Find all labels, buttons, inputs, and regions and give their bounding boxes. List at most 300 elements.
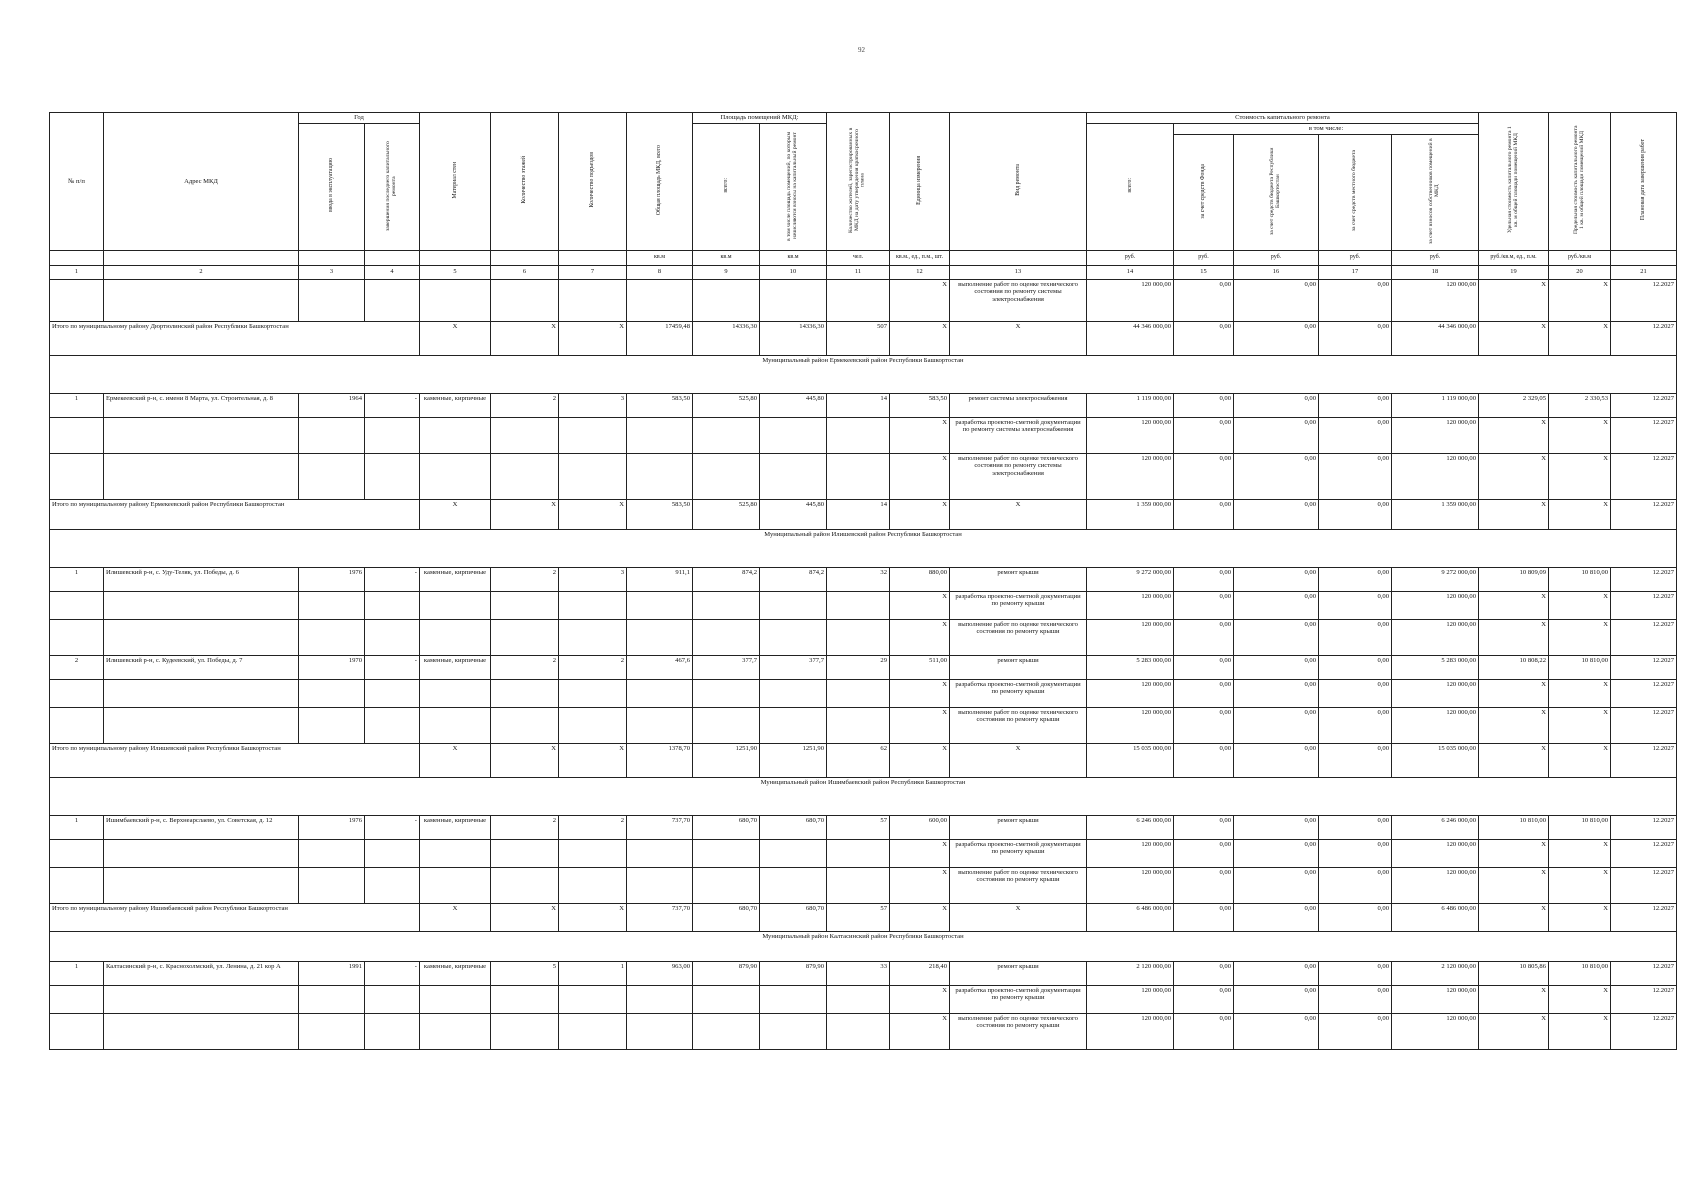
cell-c-local: 0,00	[1319, 279, 1392, 321]
hdr-limit-cost: Предельная стоимость капитального ремонта 1 кв. м общей площади помещений МКД	[1549, 113, 1611, 251]
cell-l-cost: X	[1549, 903, 1611, 931]
cell-c-fund: 0,00	[1174, 839, 1234, 867]
cell-date: 12.2027	[1611, 839, 1677, 867]
cell-res	[827, 619, 890, 655]
cell-c-total: 120 000,00	[1087, 707, 1174, 743]
cell-date: 12.2027	[1611, 393, 1677, 417]
cell-date: 12.2027	[1611, 1013, 1677, 1049]
cell-year2: -	[365, 655, 420, 679]
cell-c-total: 120 000,00	[1087, 867, 1174, 903]
cell-year2: -	[365, 815, 420, 839]
cell-unit: X	[890, 839, 950, 867]
cell-area: 583,50	[627, 393, 693, 417]
cell-floors: X	[491, 321, 559, 355]
cell-unit: X	[890, 321, 950, 355]
cell-c-fund: 0,00	[1174, 321, 1234, 355]
cell-prem: 377,7	[693, 655, 760, 679]
hdr-premises-total: всего:	[693, 124, 760, 251]
cell-unit: 511,00	[890, 655, 950, 679]
cell-c-fund: 0,00	[1174, 707, 1234, 743]
unit-cell	[1611, 250, 1677, 265]
cell-date: 12.2027	[1611, 279, 1677, 321]
cell-c-rb: 0,00	[1234, 679, 1319, 707]
cell-prem-own	[760, 279, 827, 321]
cell-date: 12.2027	[1611, 591, 1677, 619]
cell-c-total: 1 119 000,00	[1087, 393, 1174, 417]
table-row	[50, 985, 1677, 1013]
cell-c-local: 0,00	[1319, 655, 1392, 679]
cell-area: 583,50	[627, 499, 693, 529]
cell-year2	[365, 1013, 420, 1049]
cell-wall: каменные, кирпичные	[420, 393, 491, 417]
cell-date: 12.2027	[1611, 321, 1677, 355]
table-row	[50, 867, 1677, 903]
cell-c-own: 120 000,00	[1392, 591, 1479, 619]
cell-work: ремонт крыши	[950, 815, 1087, 839]
cell-area	[627, 707, 693, 743]
cell-l-cost: 10 810,00	[1549, 655, 1611, 679]
unit-cell: руб.	[1392, 250, 1479, 265]
cell-prem-own	[760, 417, 827, 453]
cell-entr: 2	[559, 815, 627, 839]
cell-address	[104, 619, 299, 655]
cell-entr	[559, 453, 627, 499]
cell-l-cost: X	[1549, 619, 1611, 655]
cell-c-total: 120 000,00	[1087, 417, 1174, 453]
cell-area	[627, 679, 693, 707]
cell-work: X	[950, 321, 1087, 355]
unit-cell: руб.	[1087, 250, 1174, 265]
unit-cell: кв.м	[693, 250, 760, 265]
cell-entr: X	[559, 321, 627, 355]
cell-res	[827, 453, 890, 499]
cell-floors	[491, 867, 559, 903]
cell-c-own: 2 120 000,00	[1392, 961, 1479, 985]
page-number: 92	[858, 46, 865, 54]
hdr-cost-rb: за счет средств бюджета Республики Башкортостан	[1234, 135, 1319, 251]
table-row	[50, 707, 1677, 743]
unit-cell	[950, 250, 1087, 265]
cell-prem	[693, 453, 760, 499]
cell-area: 737,70	[627, 815, 693, 839]
cell-floors	[491, 707, 559, 743]
cell-date: 12.2027	[1611, 743, 1677, 777]
cell-c-local: 0,00	[1319, 743, 1392, 777]
unit-cell	[491, 250, 559, 265]
cell-c-rb: 0,00	[1234, 453, 1319, 499]
cell-res	[827, 867, 890, 903]
cell-prem: 680,70	[693, 903, 760, 931]
cell-c-local: 0,00	[1319, 867, 1392, 903]
table-row	[50, 961, 1677, 985]
cell-address	[104, 707, 299, 743]
cell-address	[104, 1013, 299, 1049]
cell-floors	[491, 839, 559, 867]
table-row	[50, 815, 1677, 839]
total-label: Итого по муниципальному району Илишевский район Республики Башкортостан	[50, 743, 420, 777]
table-row	[50, 393, 1677, 417]
cell-c-own: 1 359 000,00	[1392, 499, 1479, 529]
cell-no	[50, 867, 104, 903]
cell-year1	[299, 985, 365, 1013]
cell-prem	[693, 417, 760, 453]
cell-work: ремонт системы электроснабжения	[950, 393, 1087, 417]
cell-year2	[365, 985, 420, 1013]
cell-c-local: 0,00	[1319, 321, 1392, 355]
hdr-address: Адрес МКД	[104, 113, 299, 251]
unit-cell: кв.м	[760, 250, 827, 265]
cell-address	[104, 867, 299, 903]
cell-work: выполнение работ по оценке технического состояния по ремонту крыши	[950, 867, 1087, 903]
cell-year2	[365, 453, 420, 499]
cell-wall	[420, 985, 491, 1013]
cell-prem	[693, 1013, 760, 1049]
cell-wall	[420, 707, 491, 743]
cell-floors: 2	[491, 567, 559, 591]
cell-wall	[420, 867, 491, 903]
cell-res	[827, 417, 890, 453]
table-row	[50, 453, 1677, 499]
hdr-unit: Единица измерения	[890, 113, 950, 251]
hdr-cost-local: за счет средств местного бюджета	[1319, 135, 1392, 251]
cell-year2	[365, 417, 420, 453]
cell-address	[104, 985, 299, 1013]
column-number: 7	[559, 265, 627, 279]
cell-c-own: 120 000,00	[1392, 453, 1479, 499]
cell-res	[827, 707, 890, 743]
cell-l-cost: 10 810,00	[1549, 567, 1611, 591]
cell-prem-own: 445,80	[760, 499, 827, 529]
cell-prem-own	[760, 839, 827, 867]
cell-date: 12.2027	[1611, 961, 1677, 985]
cell-c-total: 2 120 000,00	[1087, 961, 1174, 985]
cell-date: 12.2027	[1611, 453, 1677, 499]
cell-prem-own: 14336,30	[760, 321, 827, 355]
cell-no: 1	[50, 567, 104, 591]
cell-floors	[491, 1013, 559, 1049]
cell-year2: -	[365, 961, 420, 985]
cell-floors	[491, 619, 559, 655]
cell-floors: X	[491, 743, 559, 777]
cell-entr: X	[559, 743, 627, 777]
cell-c-rb: 0,00	[1234, 1013, 1319, 1049]
unit-cell: руб.	[1319, 250, 1392, 265]
unit-cell: кв.м., ед., п.м., шт.	[890, 250, 950, 265]
cell-c-total: 120 000,00	[1087, 619, 1174, 655]
total-label: Итого по муниципальному району Ишимбаевский район Республики Башкортостан	[50, 903, 420, 931]
cell-u-cost: X	[1479, 743, 1549, 777]
hdr-year-last-repair: завершения последнего капитального ремонта	[365, 124, 420, 251]
cell-res	[827, 839, 890, 867]
cell-res: 57	[827, 903, 890, 931]
unit-cell	[559, 250, 627, 265]
hdr-premises: Площадь помещений МКД:	[693, 113, 827, 124]
cell-c-own: 15 035 000,00	[1392, 743, 1479, 777]
cell-floors	[491, 679, 559, 707]
cell-area: 467,6	[627, 655, 693, 679]
cell-work: разработка проектно-сметной документации по ремонту системы электроснабжения	[950, 417, 1087, 453]
cell-u-cost: X	[1479, 591, 1549, 619]
hdr-total-area: Общая площадь МКД, всего	[627, 113, 693, 251]
cell-c-fund: 0,00	[1174, 903, 1234, 931]
cell-c-local: 0,00	[1319, 619, 1392, 655]
cell-res: 14	[827, 393, 890, 417]
cell-date: 12.2027	[1611, 985, 1677, 1013]
table-row	[50, 417, 1677, 453]
cell-floors: 2	[491, 393, 559, 417]
cell-address: Калтасинский р-н, с. Краснохолмский, ул. Ленина, д. 21 кор А	[104, 961, 299, 985]
cell-c-fund: 0,00	[1174, 619, 1234, 655]
cell-l-cost: X	[1549, 707, 1611, 743]
hdr-year: Год	[299, 113, 420, 124]
cell-c-fund: 0,00	[1174, 499, 1234, 529]
cell-c-own: 120 000,00	[1392, 707, 1479, 743]
cell-area	[627, 279, 693, 321]
cell-c-rb: 0,00	[1234, 815, 1319, 839]
cell-c-rb: 0,00	[1234, 707, 1319, 743]
cell-c-local: 0,00	[1319, 567, 1392, 591]
cell-year1: 1964	[299, 393, 365, 417]
cell-prem-own	[760, 619, 827, 655]
cell-wall	[420, 417, 491, 453]
cell-l-cost: 10 810,00	[1549, 961, 1611, 985]
cell-c-local: 0,00	[1319, 499, 1392, 529]
cell-prem-own	[760, 1013, 827, 1049]
cell-c-rb: 0,00	[1234, 393, 1319, 417]
cell-u-cost: X	[1479, 453, 1549, 499]
cell-c-fund: 0,00	[1174, 417, 1234, 453]
cell-no	[50, 417, 104, 453]
cell-prem-own	[760, 679, 827, 707]
cell-work: разработка проектно-сметной документации по ремонту крыши	[950, 679, 1087, 707]
cell-c-total: 1 359 000,00	[1087, 499, 1174, 529]
total-row	[50, 903, 1677, 931]
cell-work: X	[950, 499, 1087, 529]
cell-floors: 2	[491, 815, 559, 839]
table-row	[50, 679, 1677, 707]
cell-no	[50, 679, 104, 707]
cell-wall	[420, 453, 491, 499]
cell-unit: X	[890, 743, 950, 777]
cell-prem: 525,80	[693, 499, 760, 529]
cell-unit: X	[890, 417, 950, 453]
cell-c-own: 120 000,00	[1392, 985, 1479, 1013]
cell-wall	[420, 591, 491, 619]
cell-year1	[299, 707, 365, 743]
cell-wall	[420, 839, 491, 867]
section-title: Муниципальный район Ермекеевский район Республики Башкортостан	[50, 355, 1677, 393]
cell-c-rb: 0,00	[1234, 591, 1319, 619]
cell-year1	[299, 453, 365, 499]
cell-res: 62	[827, 743, 890, 777]
cell-year2: -	[365, 567, 420, 591]
cell-prem-own: 1251,90	[760, 743, 827, 777]
hdr-floors: Количество этажей	[491, 113, 559, 251]
unit-cell	[104, 250, 299, 265]
cell-date: 12.2027	[1611, 903, 1677, 931]
hdr-cost-fund: за счет средств Фонда	[1174, 135, 1234, 251]
cell-entr	[559, 279, 627, 321]
cell-unit: 880,00	[890, 567, 950, 591]
cell-address: Ишимбаевский р-н, с. Верхнеарслаево, ул. Советская, д. 12	[104, 815, 299, 839]
cell-c-fund: 0,00	[1174, 815, 1234, 839]
cell-u-cost: X	[1479, 279, 1549, 321]
cell-entr: X	[559, 903, 627, 931]
cell-c-total: 120 000,00	[1087, 1013, 1174, 1049]
cell-prem: 14336,30	[693, 321, 760, 355]
cell-res	[827, 679, 890, 707]
cell-c-rb: 0,00	[1234, 985, 1319, 1013]
cell-wall	[420, 1013, 491, 1049]
cell-year2	[365, 279, 420, 321]
cell-c-rb: 0,00	[1234, 567, 1319, 591]
cell-c-total: 120 000,00	[1087, 591, 1174, 619]
cell-unit: 583,50	[890, 393, 950, 417]
cell-prem: 525,80	[693, 393, 760, 417]
cell-res: 57	[827, 815, 890, 839]
cell-address: Ермекеевский р-н, с. имени 8 Марта, ул. Строительная, д. 8	[104, 393, 299, 417]
cell-c-rb: 0,00	[1234, 417, 1319, 453]
cell-prem: 680,70	[693, 815, 760, 839]
cell-year1	[299, 619, 365, 655]
cell-c-local: 0,00	[1319, 393, 1392, 417]
cell-year1	[299, 1013, 365, 1049]
cell-u-cost: X	[1479, 499, 1549, 529]
cell-entr: 3	[559, 567, 627, 591]
cell-year1	[299, 867, 365, 903]
cell-floors	[491, 279, 559, 321]
section-row	[50, 355, 1677, 393]
cell-c-own: 9 272 000,00	[1392, 567, 1479, 591]
cell-year1	[299, 591, 365, 619]
section-title: Муниципальный район Илишевский район Республики Башкортостан	[50, 529, 1677, 567]
cell-entr	[559, 985, 627, 1013]
cell-l-cost: X	[1549, 417, 1611, 453]
unit-cell: чел.	[827, 250, 890, 265]
cell-u-cost: X	[1479, 867, 1549, 903]
cell-entr	[559, 839, 627, 867]
cell-l-cost: X	[1549, 279, 1611, 321]
cell-no	[50, 839, 104, 867]
column-number: 18	[1392, 265, 1479, 279]
cell-prem-own: 445,80	[760, 393, 827, 417]
cell-prem	[693, 867, 760, 903]
unit-cell: руб.	[1174, 250, 1234, 265]
cell-c-local: 0,00	[1319, 453, 1392, 499]
cell-floors: X	[491, 903, 559, 931]
cell-c-own: 120 000,00	[1392, 619, 1479, 655]
section-title: Муниципальный район Калтасинский район Республики Башкортостан	[50, 931, 1677, 961]
cell-wall: каменные, кирпичные	[420, 961, 491, 985]
hdr-cost-owners: за счет взносов собственников помещений в МКД	[1392, 135, 1479, 251]
unit-cell: руб./кв.м	[1549, 250, 1611, 265]
cell-year2	[365, 591, 420, 619]
cell-res	[827, 279, 890, 321]
cell-l-cost: X	[1549, 679, 1611, 707]
cell-c-total: 120 000,00	[1087, 453, 1174, 499]
cell-u-cost: X	[1479, 707, 1549, 743]
hdr-wall: Материал стен	[420, 113, 491, 251]
cell-date: 12.2027	[1611, 417, 1677, 453]
cell-c-rb: 0,00	[1234, 743, 1319, 777]
cell-work: выполнение работ по оценке технического состояния по ремонту системы электроснабжения	[950, 279, 1087, 321]
cell-l-cost: X	[1549, 743, 1611, 777]
unit-cell: руб.	[1234, 250, 1319, 265]
cell-u-cost: X	[1479, 619, 1549, 655]
cell-c-total: 15 035 000,00	[1087, 743, 1174, 777]
table-row	[50, 839, 1677, 867]
cell-c-local: 0,00	[1319, 903, 1392, 931]
cell-date: 12.2027	[1611, 815, 1677, 839]
cell-u-cost: X	[1479, 417, 1549, 453]
cell-prem-own	[760, 591, 827, 619]
cell-c-own: 120 000,00	[1392, 1013, 1479, 1049]
cell-year1: 1991	[299, 961, 365, 985]
cell-no	[50, 707, 104, 743]
cell-wall: X	[420, 499, 491, 529]
column-number: 19	[1479, 265, 1549, 279]
hdr-work: Вид ремонта	[950, 113, 1087, 251]
cell-c-local: 0,00	[1319, 679, 1392, 707]
column-number: 2	[104, 265, 299, 279]
hdr-no: № п/п	[50, 113, 104, 251]
cell-wall: X	[420, 321, 491, 355]
cell-l-cost: X	[1549, 453, 1611, 499]
table-row	[50, 619, 1677, 655]
cell-prem-own	[760, 707, 827, 743]
cell-unit: 218,40	[890, 961, 950, 985]
cell-prem-own: 874,2	[760, 567, 827, 591]
cell-year1	[299, 679, 365, 707]
cell-year1	[299, 839, 365, 867]
cell-entr	[559, 707, 627, 743]
cell-prem	[693, 985, 760, 1013]
column-number: 1	[50, 265, 104, 279]
cell-entr	[559, 1013, 627, 1049]
total-label: Итого по муниципальному району Дюртюлинский район Республики Башкортостан	[50, 321, 420, 355]
cell-u-cost: 10 810,00	[1479, 815, 1549, 839]
cell-address	[104, 453, 299, 499]
column-number: 21	[1611, 265, 1677, 279]
cell-floors	[491, 417, 559, 453]
cell-work: выполнение работ по оценке технического состояния по ремонту крыши	[950, 1013, 1087, 1049]
cell-c-fund: 0,00	[1174, 1013, 1234, 1049]
cell-floors	[491, 985, 559, 1013]
cell-area: 737,70	[627, 903, 693, 931]
cell-year1: 1970	[299, 655, 365, 679]
cell-area: 911,1	[627, 567, 693, 591]
cell-res	[827, 591, 890, 619]
total-label: Итого по муниципальному району Ермекеевский район Республики Башкортостан	[50, 499, 420, 529]
cell-unit: X	[890, 985, 950, 1013]
cell-area	[627, 839, 693, 867]
cell-address	[104, 417, 299, 453]
cell-prem: 874,2	[693, 567, 760, 591]
cell-res	[827, 985, 890, 1013]
cell-year2: -	[365, 393, 420, 417]
column-number: 3	[299, 265, 365, 279]
cell-l-cost: X	[1549, 321, 1611, 355]
column-number: 17	[1319, 265, 1392, 279]
cell-prem	[693, 279, 760, 321]
cell-unit: X	[890, 279, 950, 321]
cell-work: ремонт крыши	[950, 961, 1087, 985]
cell-prem-own: 377,7	[760, 655, 827, 679]
cell-c-own: 120 000,00	[1392, 867, 1479, 903]
cell-l-cost: X	[1549, 1013, 1611, 1049]
cell-year1: 1976	[299, 567, 365, 591]
hdr-premises-owned: в том числе площадь помещений, по которым начисляются взносы на капитальный ремонт	[760, 124, 827, 251]
